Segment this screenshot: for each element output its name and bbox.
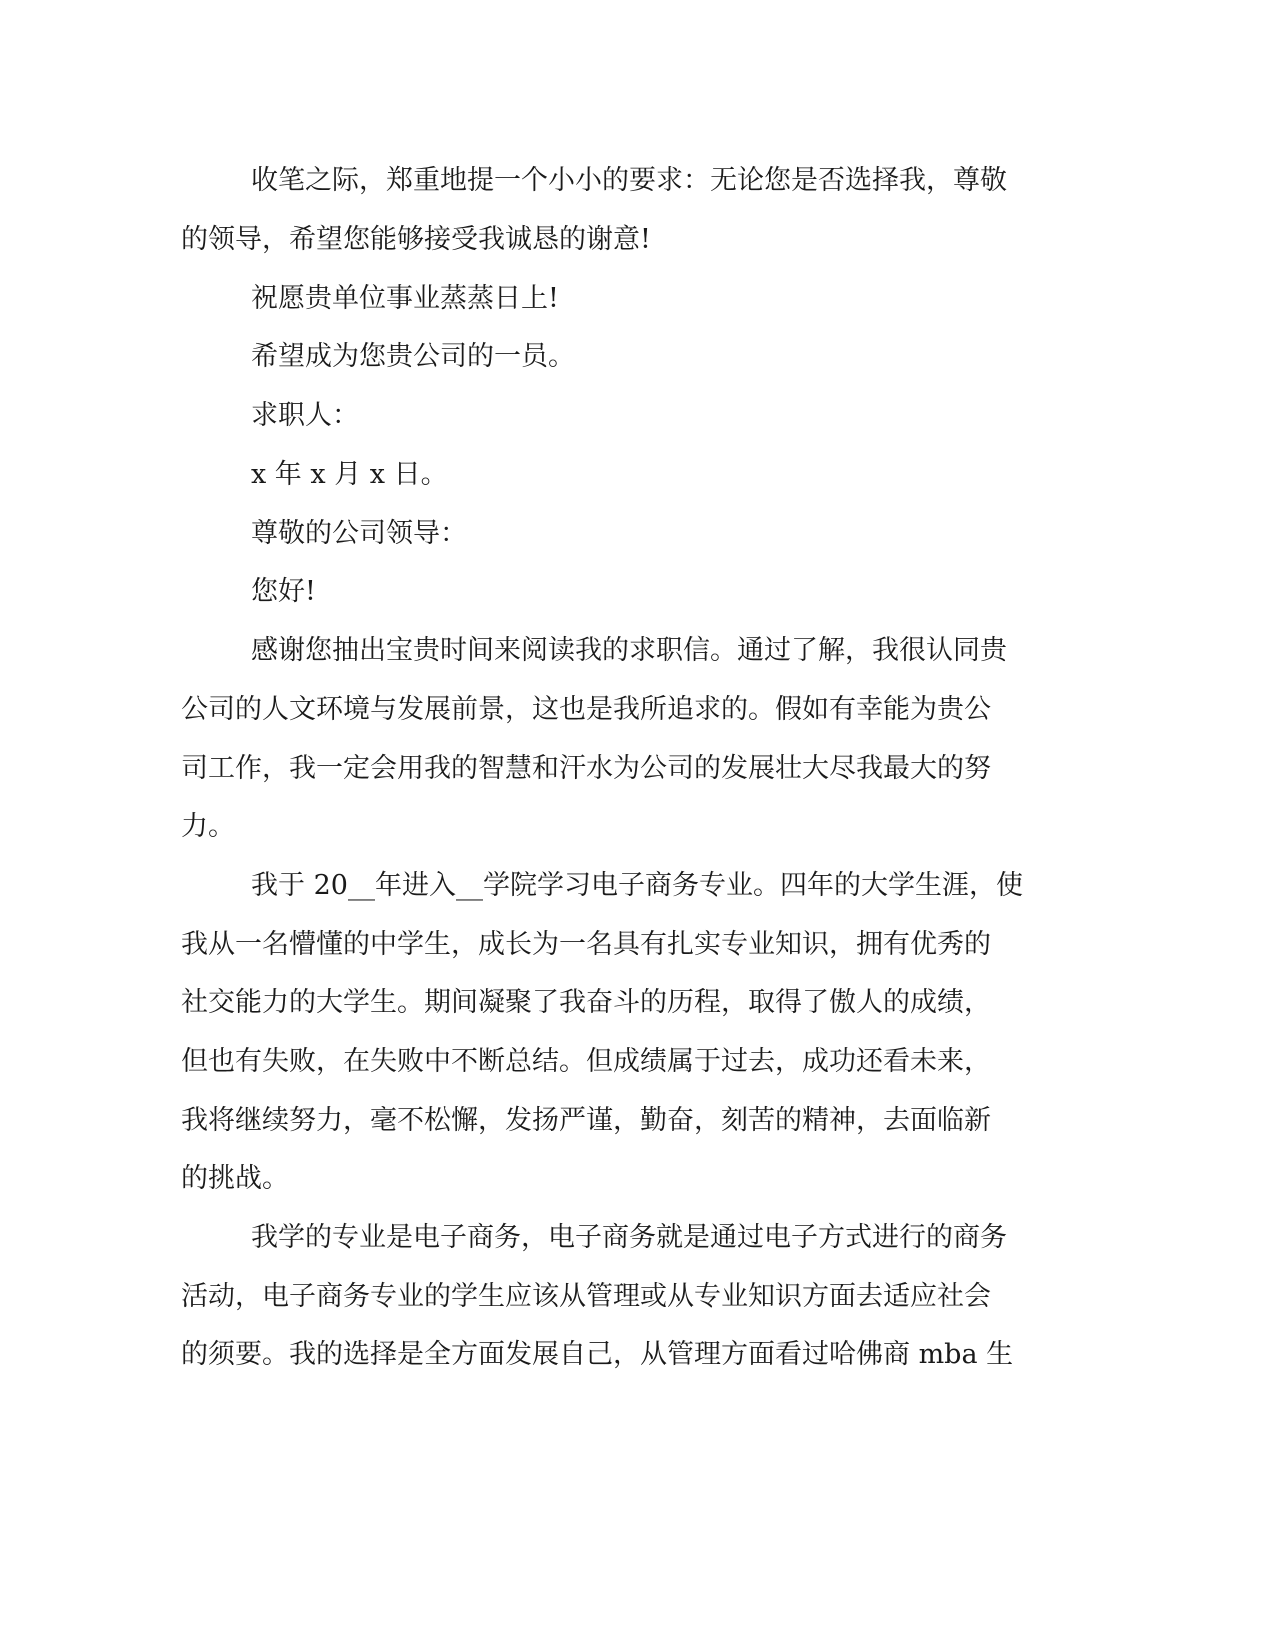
text-line: 尊敬的公司领导：	[251, 518, 467, 549]
text-line: 的领导，希望您能够接受我诚恳的谢意!	[181, 224, 651, 255]
text-line: 的须要。我的选择是全方面发展自己，从管理方面看过哈佛商 mba 生	[181, 1339, 1014, 1370]
text-line: 您好!	[251, 576, 316, 607]
text-line: 但也有失败，在失败中不断总结。但成绩属于过去，成功还看未来，	[181, 1046, 991, 1077]
text-line: 希望成为您贵公司的一员。	[251, 341, 575, 372]
text-line: 力。	[181, 811, 235, 842]
text-line: 司工作，我一定会用我的智慧和汗水为公司的发展壮大尽我最大的努	[181, 753, 991, 784]
text-line: 的挑战。	[181, 1163, 289, 1194]
text-line: 活动，电子商务专业的学生应该从管理或从专业知识方面去适应社会	[181, 1281, 991, 1312]
text-line: 感谢您抽出宝贵时间来阅读我的求职信。通过了解，我很认同贵	[251, 635, 1007, 666]
text-line: 我学的专业是电子商务，电子商务就是通过电子方式进行的商务	[251, 1222, 1007, 1253]
text-line: 我于 20__年进入__学院学习电子商务专业。四年的大学生涯，使	[251, 870, 1023, 901]
text-line: 我将继续努力，毫不松懈，发扬严谨，勤奋，刻苦的精神，去面临新	[181, 1105, 991, 1136]
text-line: 收笔之际，郑重地提一个小小的要求：无论您是否选择我，尊敬	[251, 165, 1007, 196]
text-line: x 年 x 月 x 日。	[251, 459, 448, 490]
text-line: 求职人：	[251, 400, 359, 431]
text-line: 我从一名懵懂的中学生，成长为一名具有扎实专业知识，拥有优秀的	[181, 929, 991, 960]
text-line: 祝愿贵单位事业蒸蒸日上!	[251, 283, 559, 314]
text-line: 社交能力的大学生。期间凝聚了我奋斗的历程，取得了傲人的成绩，	[181, 987, 991, 1018]
text-line: 公司的人文环境与发展前景，这也是我所追求的。假如有幸能为贵公	[181, 694, 991, 725]
